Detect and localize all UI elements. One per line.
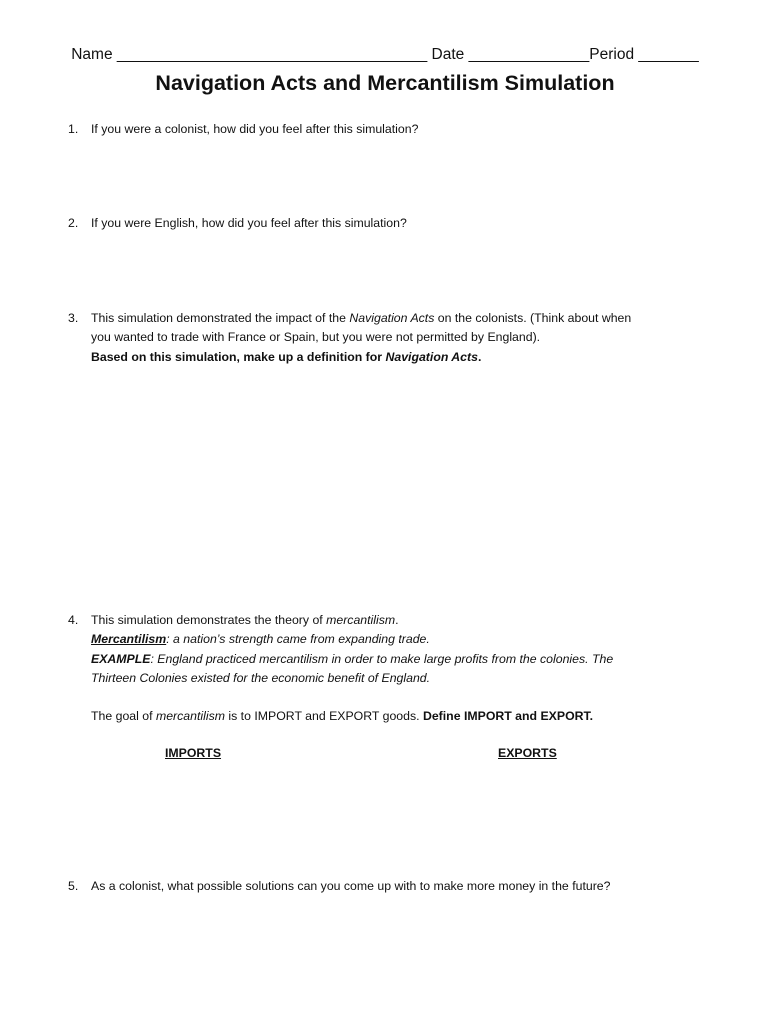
question-text-line-1: This simulation demonstrates the theory of mercantilism. <box>91 613 399 627</box>
goal-line: The goal of mercantilism is to IMPORT and EXPORT goods. Define IMPORT and EXPORT. <box>91 709 594 724</box>
name-label: Name <box>71 46 113 63</box>
exports-heading: EXPORTS <box>498 746 557 760</box>
example-line-2: Thirteen Colonies existed for the economic benefit of England. <box>91 670 431 685</box>
question-1 <box>68 120 728 139</box>
question-text: If you were a colonist, how did you feel after this simulation? <box>91 122 419 136</box>
question-3 <box>68 309 728 367</box>
question-2 <box>68 214 728 233</box>
question-text-line-2: you wanted to trade with France or Spain, but you were not permitted by England). <box>91 330 541 345</box>
question-text: If you were English, how did you feel after this simulation? <box>91 216 407 230</box>
mercantilism-definition: Mercantilism: a nation’s strength came from expanding trade. <box>91 632 430 647</box>
question-5 <box>68 877 728 896</box>
term-mercantilism: Mercantilism <box>91 632 167 647</box>
question-number: 3. <box>68 311 79 325</box>
question-4 <box>68 611 728 726</box>
question-prompt: Based on this simulation, make up a definition for Navigation Acts. <box>91 349 482 364</box>
question-text-line-1: This simulation demonstrated the impact of the Navigation Acts on the colonists. (Think about when <box>91 311 632 325</box>
date-blank[interactable]: ______________ <box>468 46 590 63</box>
imports-heading: IMPORTS <box>165 746 222 760</box>
question-number: 5. <box>68 879 79 893</box>
question-number: 2. <box>68 216 79 230</box>
question-text: As a colonist, what possible solutions can you come up with to make more money in the future? <box>91 879 611 893</box>
date-label: Date <box>431 46 465 63</box>
worksheet-title: Navigation Acts and Mercantilism Simulation <box>155 71 615 95</box>
name-blank[interactable]: ____________________________________ <box>116 46 428 63</box>
question-number: 1. <box>68 122 79 136</box>
period-blank[interactable]: _______ <box>638 46 699 63</box>
question-number: 4. <box>68 613 79 627</box>
example-line-1: EXAMPLE: England practiced mercantilism in order to make large profits from the colonies. The <box>91 651 614 666</box>
period-label: Period <box>589 46 635 63</box>
student-info-header <box>0 46 770 64</box>
